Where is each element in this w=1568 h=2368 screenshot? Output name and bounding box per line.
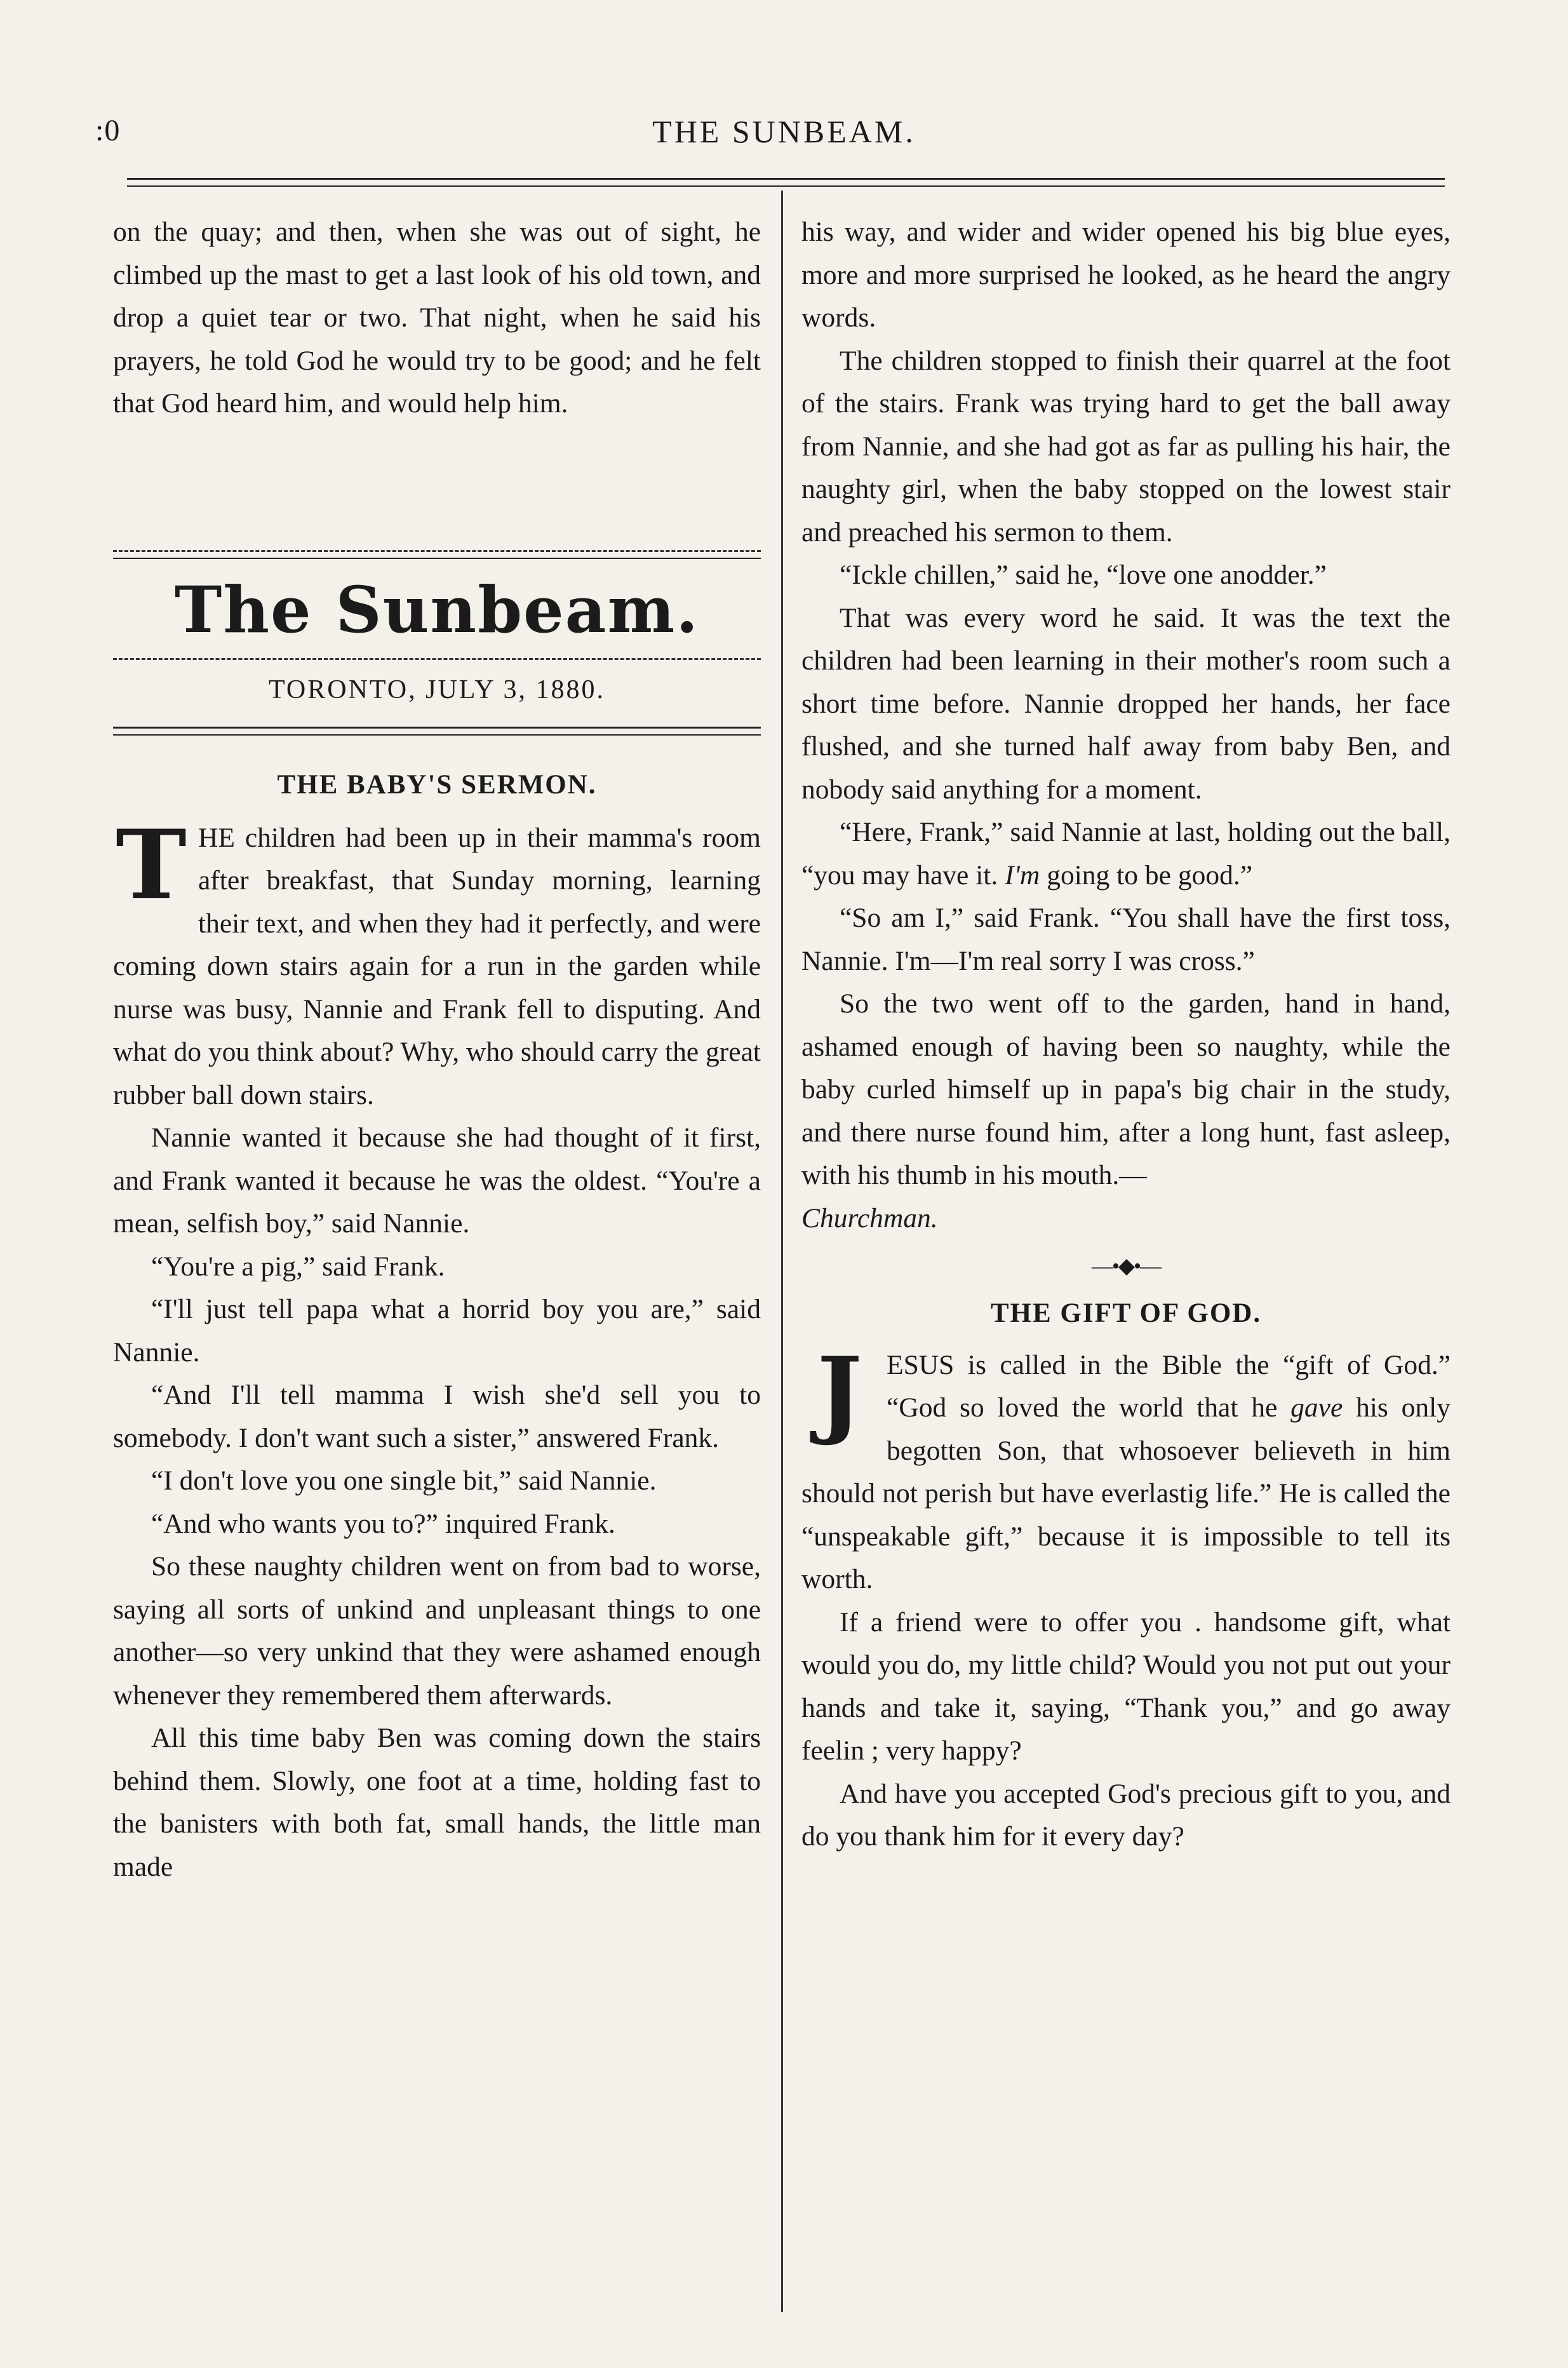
lead-paragraph bbox=[113, 809, 761, 1117]
paragraph: That was every word he said. It was the text the children had been learning in their mother's room such a short time before. Nannie dropped her hands, her face flushed, and she turned half away from baby Ben, and nobody said anything for a moment. bbox=[801, 602, 1451, 805]
paragraph: And have you accepted God's precious gift to you, and do you thank him for it every day? bbox=[801, 1778, 1451, 1852]
left-column-article bbox=[113, 764, 761, 1888]
running-title: THE SUNBEAM. bbox=[652, 114, 916, 149]
paragraph: “So am I,” said Frank. “You shall have the first toss, Nannie. I'm—I'm real sorry I was cross.” bbox=[801, 903, 1451, 976]
paragraph: “Ickle chillen,” said he, “love one anodder.” bbox=[840, 560, 1327, 590]
dropcap: T bbox=[116, 809, 187, 921]
text-run: “Here, Frank,” said Nannie at last, holding out the ball, “you may have it. bbox=[801, 817, 1451, 891]
masthead-rule-bottom bbox=[113, 727, 761, 729]
text-run: going to be good.” bbox=[1047, 859, 1253, 891]
text-run: his only begotten Son, that whosoever believeth in him should not perish but have everlastig life.” He is called the “unspeakable gift,” because it is impossible to tell its worth. bbox=[801, 1392, 1451, 1594]
paragraph: “And who wants you to?” inquired Frank. bbox=[151, 1508, 615, 1539]
paragraph: his way, and wider and wider opened his big blue eyes, more and more surprised he looked, as he heard the angry words. bbox=[801, 217, 1451, 333]
paragraph: So the two went off to the garden, hand in hand, ashamed enough of having been so naughty, while the baby curled himself up in papa's big chair in the study, and there nurse found him, after a long hunt, fast asleep, with his thumb in his mouth.— bbox=[801, 988, 1451, 1190]
paragraph bbox=[801, 811, 1451, 897]
masthead-title: The Sunbeam. bbox=[174, 572, 700, 647]
section-ornament: —•◆•— bbox=[1092, 1255, 1160, 1278]
column-separator bbox=[781, 191, 783, 2312]
page-number: :0 bbox=[95, 114, 121, 147]
paragraph: All this time baby Ben was coming down the stairs behind them. Slowly, one foot at a time, holding fast to the banisters with both fat, small hands, the little man made bbox=[113, 1723, 761, 1882]
lead-text: HE children had been up in their mamma's room after breakfast, that Sunday morning, learning their text, and when they had it perfectly, and were coming down stairs again for a run in the garden while nurse was busy, Nannie and Frank fell to disputing. And what do you think about? Why, who should carry the great rubber ball down stairs. bbox=[113, 822, 761, 1110]
right-column bbox=[801, 211, 1451, 1859]
masthead-rule-top bbox=[113, 550, 761, 552]
paragraph: So these naughty children went on from bad to worse, saying all sorts of unkind and unpleasant things to one another—so very unkind that they were ashamed enough whenever they remembered them afterwards. bbox=[113, 1551, 761, 1711]
lead-paragraph bbox=[801, 1336, 1451, 1601]
dropcap: J bbox=[817, 1336, 862, 1448]
header-rule bbox=[127, 178, 1445, 180]
masthead-rule-mid bbox=[113, 658, 761, 660]
article-title-gift-of-god: THE GIFT OF GOD. bbox=[990, 1298, 1262, 1328]
masthead-rule-top-2 bbox=[113, 558, 761, 559]
emphasis: I'm bbox=[1005, 859, 1040, 891]
left-column-top bbox=[113, 211, 761, 426]
source-credit: Churchman. bbox=[801, 1202, 938, 1234]
paragraph: If a friend were to offer you . handsome gift, what would you do, my little child? Would you not put out your hands and take it, saying, “Thank you,” and go away feelin ; very happy? bbox=[801, 1606, 1451, 1766]
continued-paragraph: on the quay; and then, when she was out of sight, he climbed up the mast to get a last look of his old town, and drop a quiet tear or two. That night, when he said his prayers, he told God he would try to be good; and he felt that God heard him, and would help him. bbox=[113, 217, 761, 419]
header-rule-thin bbox=[127, 185, 1445, 187]
paragraph: Nannie wanted it because she had thought of it first, and Frank wanted it because he was the oldest. “You're a mean, selfish boy,” said Nannie. bbox=[113, 1122, 761, 1239]
paragraph: “I'll just tell papa what a horrid boy you are,” said Nannie. bbox=[113, 1294, 761, 1368]
paragraph: “I don't love you one single bit,” said Nannie. bbox=[151, 1465, 657, 1496]
emphasis: gave bbox=[1290, 1392, 1343, 1423]
article-title-babys-sermon: THE BABY'S SERMON. bbox=[277, 770, 597, 800]
masthead-rule-bottom-2 bbox=[113, 734, 761, 736]
text-run: ESUS is called in the Bible the “gift of God.” “God so loved the world that he bbox=[887, 1349, 1451, 1423]
paragraph: The children stopped to finish their quarrel at the foot of the stairs. Frank was trying hard to get the ball away from Nannie, and she had got as far as pulling his hair, the naughty girl, when the baby stopped on the lowest stair and preached his sermon to them. bbox=[801, 345, 1451, 548]
paragraph: “And I'll tell mamma I wish she'd sell you to somebody. I don't want such a sister,” answered Frank. bbox=[113, 1380, 761, 1453]
dateline: TORONTO, JULY 3, 1880. bbox=[268, 675, 606, 704]
paragraph: “You're a pig,” said Frank. bbox=[151, 1251, 445, 1282]
